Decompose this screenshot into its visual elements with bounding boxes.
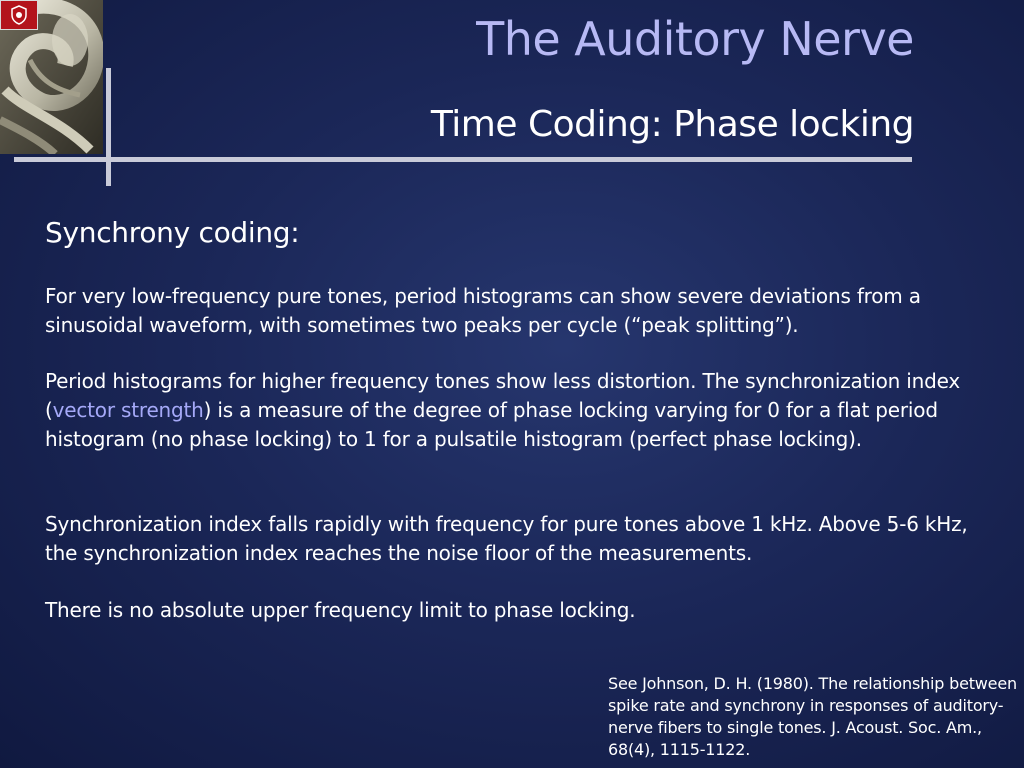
paragraph-peak-splitting: For very low-frequency pure tones, period histograms can show severe deviations from a sinusoidal waveform, with sometimes two peaks per cycle (“peak splitting”). [45, 284, 921, 337]
paragraph-no-limit: There is no absolute upper frequency limit to phase locking. [45, 598, 636, 622]
horizontal-divider [14, 157, 912, 162]
seal-icon [0, 0, 38, 30]
section-heading: Synchrony coding: [45, 216, 300, 249]
paragraph-text-end: ) is a measure of the degree of phase locking varying for 0 for a flat period histogram (no phase locking) to 1 for a pulsatile histogram (perfect phase locking). [45, 398, 938, 451]
vector-strength-term: vector strength [52, 398, 204, 422]
slide-title: The Auditory Nerve [476, 12, 914, 66]
vertical-divider [106, 68, 111, 186]
slide-subtitle: Time Coding: Phase locking [430, 104, 914, 145]
paragraph-synchronization-index [45, 367, 1005, 454]
paragraph-text-start: Period histograms for higher frequency tones show less distortion. The synchronization index ( [45, 369, 960, 422]
citation-note: See Johnson, D. H. (1980). The relationship between spike rate and synchrony in responses of auditory-nerve fibers to single tones. J. Acoust. Soc. Am., 68(4), 1115-1122. [608, 674, 1017, 759]
seal-icon-glyph [10, 5, 28, 25]
paragraph-frequency-falloff: Synchronization index falls rapidly with frequency for pure tones above 1 kHz. Above 5-6 kHz, the synchronization index reaches the noise floor of the measurements. [45, 512, 968, 565]
